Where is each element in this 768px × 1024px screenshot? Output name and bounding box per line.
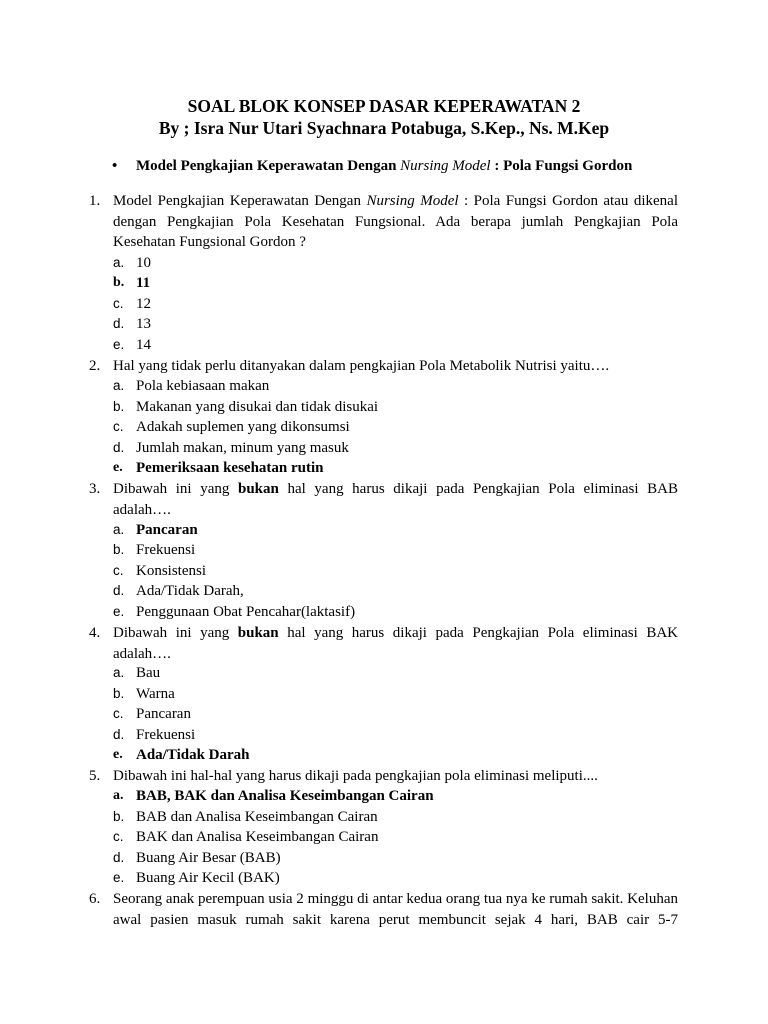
option-letter-correct: b. bbox=[113, 275, 125, 290]
document-title: SOAL BLOK KONSEP DASAR KEPERAWATAN 2 bbox=[187, 96, 581, 116]
option-text: Buang Air Besar (BAB) bbox=[136, 850, 281, 866]
option-text: Penggunaan Obat Pencahar(laktasif) bbox=[136, 604, 356, 620]
option-letter: c. bbox=[113, 563, 124, 578]
option-letter: d. bbox=[113, 316, 125, 331]
bullet-icon: • bbox=[112, 158, 118, 174]
option-letter: c. bbox=[113, 419, 124, 434]
question-text: Seorang anak perempuan usia 2 minggu di antar kedua orang tua nya ke rumah sakit. Keluhan awal pasien masuk rumah sakit karena perut membuncit sejak 4 hari, BAB cair 5-7 bbox=[113, 891, 678, 928]
option-text: Makanan yang disukai dan tidak disukai bbox=[136, 399, 379, 415]
option-text: Frekuensi bbox=[136, 727, 196, 743]
option-text: Ada/Tidak Darah, bbox=[136, 583, 244, 599]
option-text: 12 bbox=[136, 296, 151, 312]
question-text: Hal yang tidak perlu ditanyakan dalam pengkajian Pola Metabolik Nutrisi yaitu…. bbox=[113, 358, 610, 374]
option-text-correct: 11 bbox=[136, 275, 151, 291]
option-letter: d. bbox=[113, 583, 125, 598]
question-number: 4. bbox=[89, 625, 101, 641]
question-number: 6. bbox=[89, 891, 101, 907]
topic-text: Model Pengkajian Keperawatan Dengan Nursing Model : Pola Fungsi Gordon bbox=[136, 158, 633, 174]
option-text: 14 bbox=[136, 337, 151, 353]
option-text: Buang Air Kecil (BAK) bbox=[136, 870, 280, 886]
question-text: Dibawah ini yang bukan hal yang harus dikaji pada Pengkajian Pola eliminasi BAK adalah…. bbox=[113, 625, 678, 662]
option-text: Bau bbox=[136, 665, 161, 681]
option-letter: c. bbox=[113, 829, 124, 844]
option-text: Frekuensi bbox=[136, 542, 196, 558]
option-text-correct: Pemeriksaan kesehatan rutin bbox=[136, 460, 324, 476]
question-text: Dibawah ini hal-hal yang harus dikaji pada pengkajian pola eliminasi meliputi.... bbox=[113, 768, 598, 784]
question-number: 3. bbox=[89, 481, 101, 497]
question-number: 2. bbox=[89, 358, 101, 374]
question-number: 5. bbox=[89, 768, 101, 784]
option-letter: e. bbox=[113, 870, 125, 885]
option-letter-correct: e. bbox=[113, 460, 123, 475]
option-letter: b. bbox=[113, 809, 125, 824]
question-text: Dibawah ini yang bukan hal yang harus dikaji pada Pengkajian Pola eliminasi BAB adalah…. bbox=[113, 481, 678, 518]
document-author: By ; Isra Nur Utari Syachnara Potabuga, S.Kep., Ns. M.Kep bbox=[158, 118, 610, 138]
option-text: Pancaran bbox=[136, 706, 191, 722]
option-letter: b. bbox=[113, 542, 125, 557]
option-letter: c. bbox=[113, 296, 124, 311]
question-text: Model Pengkajian Keperawatan Dengan Nursing Model : Pola Fungsi Gordon atau dikenal dengan Pengkajian Pola Kesehatan Fungsional. Ada berapa jumlah Pengkajian Pola Kesehatan Fungsional Gordon ? bbox=[113, 193, 678, 250]
option-text-correct: Pancaran bbox=[136, 522, 198, 538]
option-text: Pola kebiasaan makan bbox=[136, 378, 270, 394]
option-text: Konsistensi bbox=[136, 563, 207, 579]
option-letter: c. bbox=[113, 706, 124, 721]
option-letter: b. bbox=[113, 686, 125, 701]
option-letter: a. bbox=[113, 378, 125, 393]
option-letter: d. bbox=[113, 727, 125, 742]
option-text: 10 bbox=[136, 255, 151, 271]
option-text: Jumlah makan, minum yang masuk bbox=[136, 440, 349, 456]
option-text-correct: Ada/Tidak Darah bbox=[136, 747, 250, 763]
option-letter: e. bbox=[113, 337, 125, 352]
option-letter-correct: a. bbox=[113, 788, 124, 803]
option-text: Adakah suplemen yang dikonsumsi bbox=[136, 419, 350, 435]
option-text: BAB dan Analisa Keseimbangan Cairan bbox=[136, 809, 378, 825]
option-letter-correct: e. bbox=[113, 747, 123, 762]
option-letter: a. bbox=[113, 665, 125, 680]
option-letter: a. bbox=[113, 522, 125, 537]
option-letter: d. bbox=[113, 850, 125, 865]
option-text: BAK dan Analisa Keseimbangan Cairan bbox=[136, 829, 379, 845]
option-letter: d. bbox=[113, 440, 125, 455]
option-letter: b. bbox=[113, 399, 125, 414]
option-text-correct: BAB, BAK dan Analisa Keseimbangan Cairan bbox=[136, 788, 434, 804]
option-text: 13 bbox=[136, 316, 151, 332]
question-number: 1. bbox=[89, 193, 101, 209]
option-letter: e. bbox=[113, 604, 125, 619]
option-letter: a. bbox=[113, 255, 125, 270]
option-text: Warna bbox=[136, 686, 175, 702]
